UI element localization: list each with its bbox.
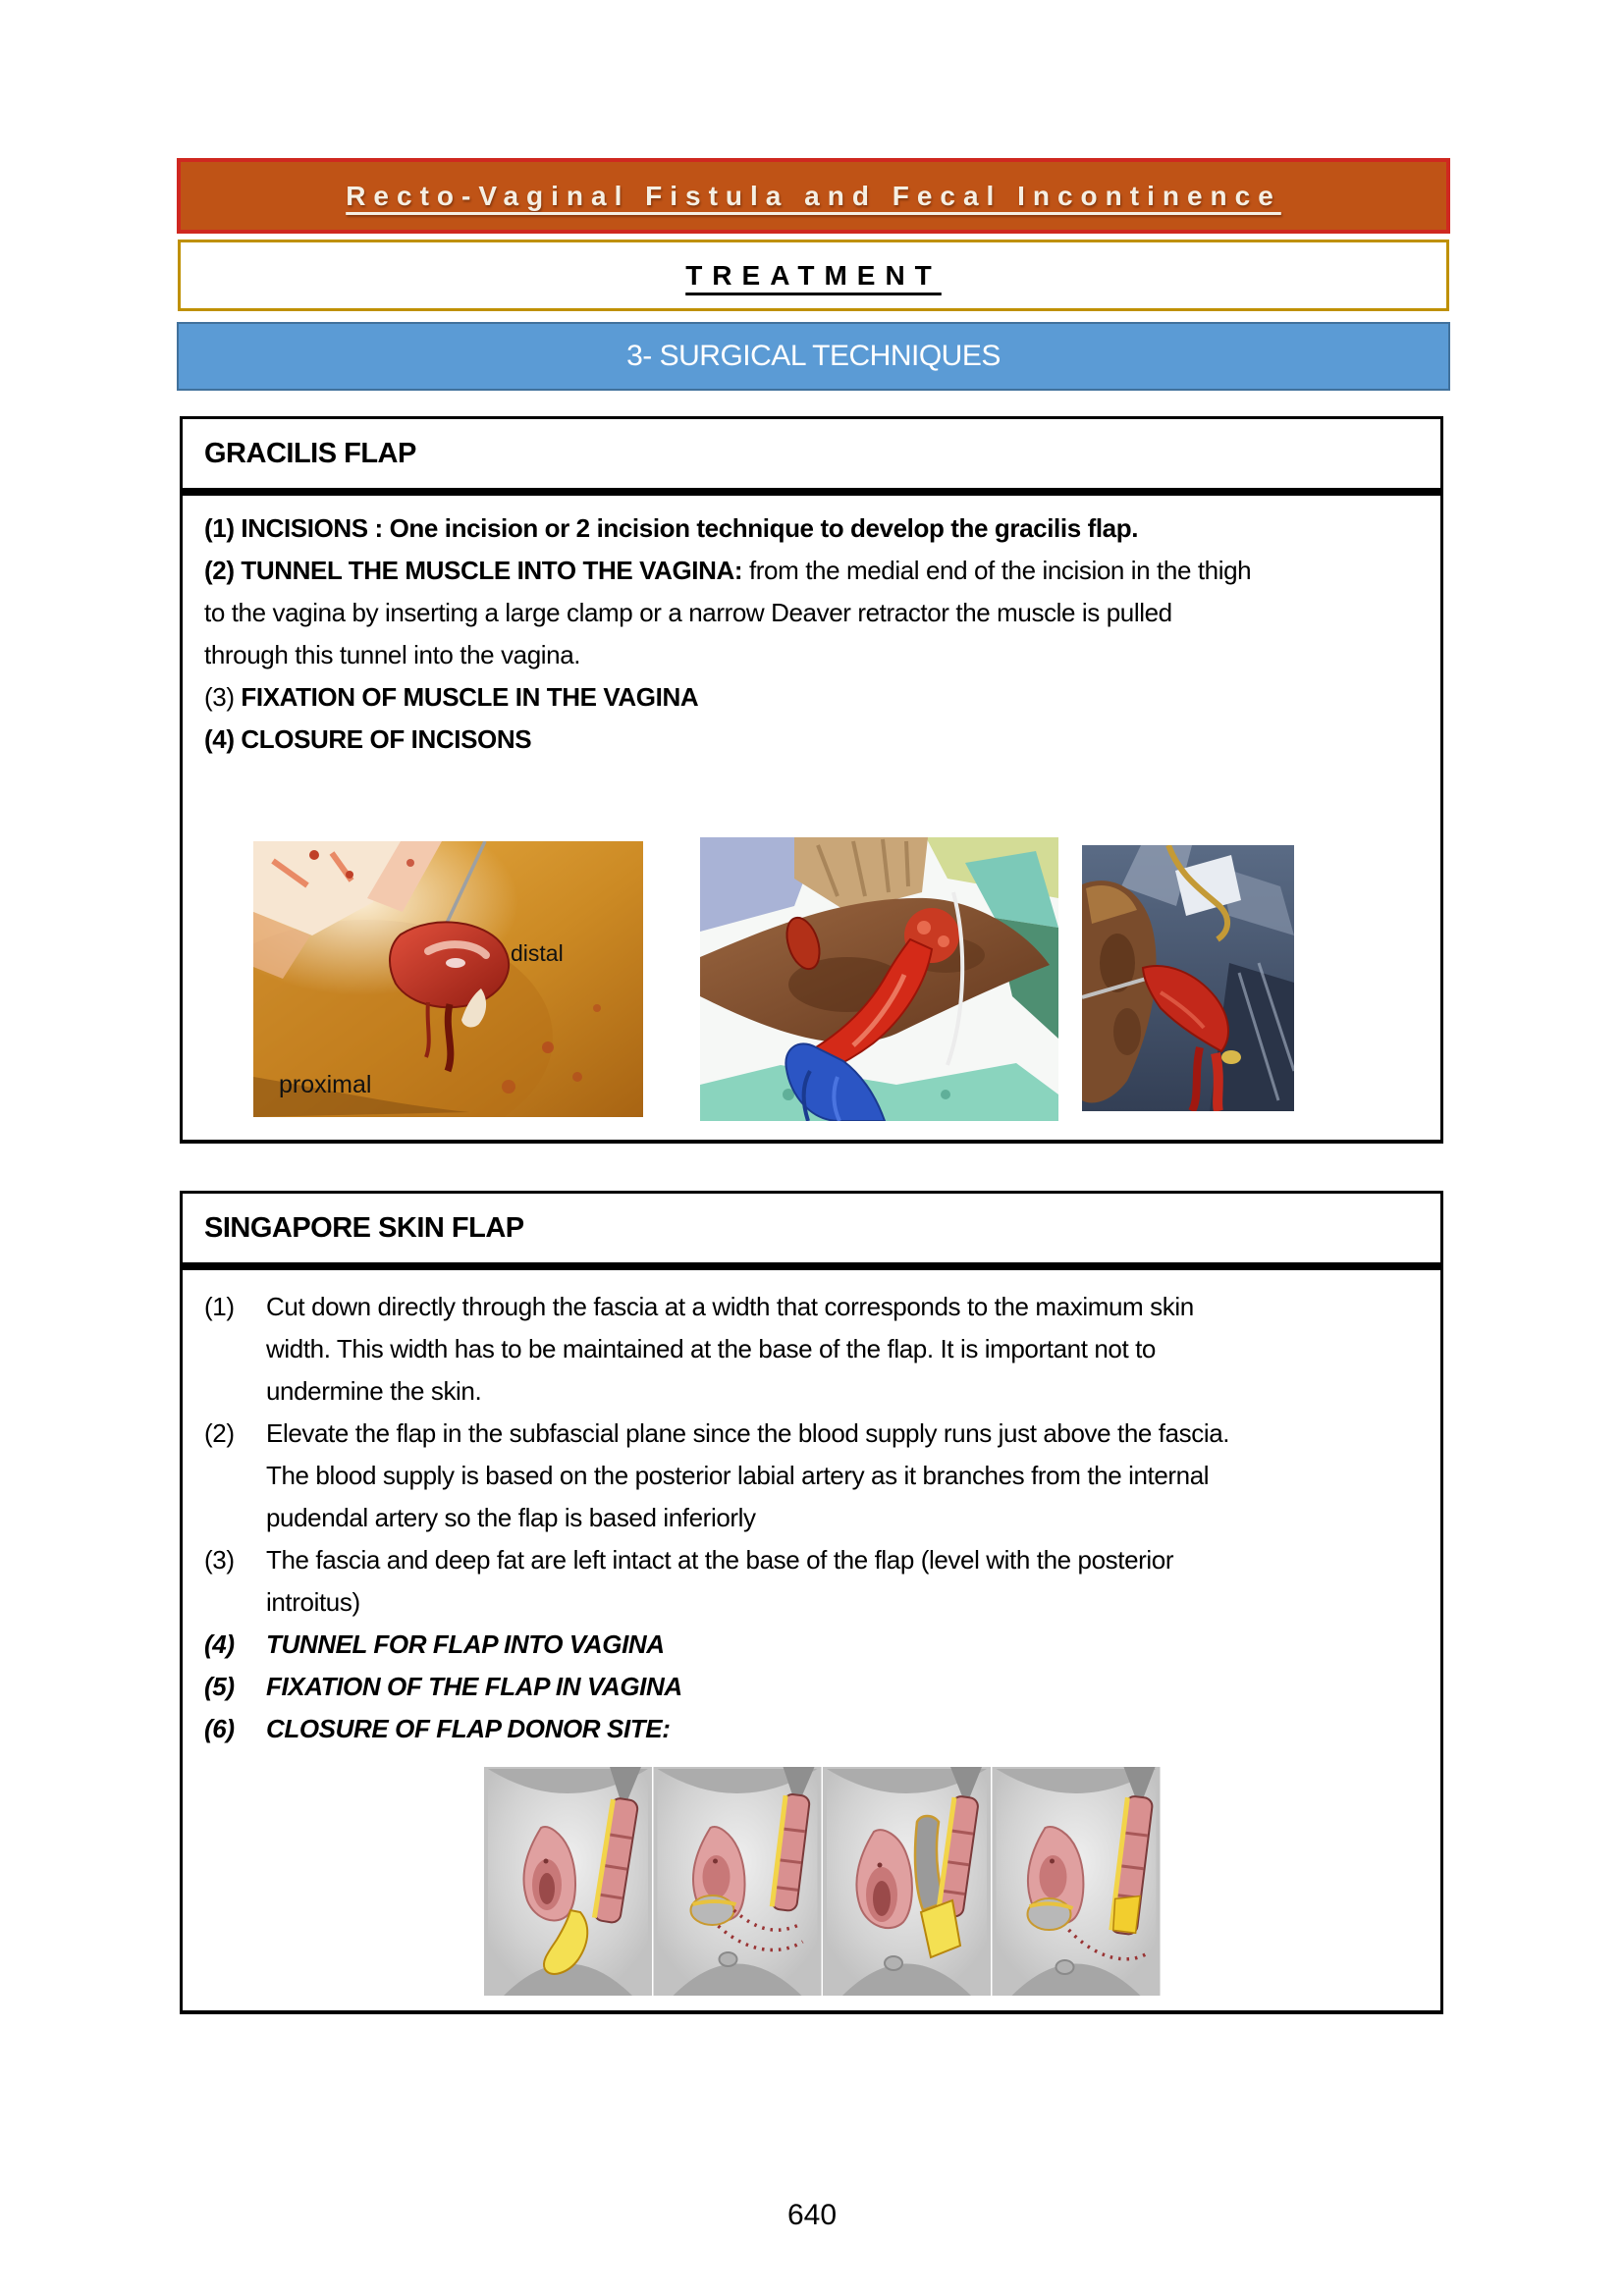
gracilis-text-line: to the vagina by inserting a large clamp or a narrow Deaver retractor the muscle is pulled bbox=[204, 598, 1172, 627]
singapore-flap-diagram bbox=[484, 1767, 1162, 1996]
list-item-text: width. This width has to be maintained at the base of the flap. It is important not to bbox=[266, 1334, 1156, 1363]
page-number: 640 bbox=[786, 2199, 838, 2231]
diagram-panel-1 bbox=[484, 1767, 652, 1996]
list-item-text: Elevate the flap in the subfascial plane since the blood supply runs just above the fascia. bbox=[266, 1418, 1230, 1448]
singapore-text-line bbox=[204, 1497, 1427, 1539]
list-item-text: CLOSURE OF FLAP DONOR SITE: bbox=[266, 1714, 671, 1743]
diagram-panel-3 bbox=[823, 1767, 991, 1996]
singapore-text-line bbox=[204, 1370, 1427, 1413]
list-item-number bbox=[204, 1455, 266, 1497]
singapore-skin-flap-heading-box bbox=[180, 1191, 1443, 1265]
list-item-number: (5) bbox=[204, 1672, 235, 1701]
list-item-number: (6) bbox=[204, 1714, 235, 1743]
list-item-text: undermine the skin. bbox=[266, 1376, 482, 1406]
gracilis-text-line: (4) CLOSURE OF INCISONS bbox=[204, 724, 532, 754]
gracilis-flap-heading-box bbox=[180, 416, 1443, 491]
chapter-title: Recto-Vaginal Fistula and Fecal Incontinence bbox=[346, 180, 1281, 211]
list-item-number bbox=[204, 1581, 266, 1624]
list-item-number bbox=[204, 1328, 266, 1370]
photo-label-proximal: proximal bbox=[279, 1071, 372, 1098]
list-item-text: pudendal artery so the flap is based inferiorly bbox=[266, 1503, 756, 1532]
surgery-photo-2-graphic bbox=[700, 837, 1058, 1121]
list-item-number bbox=[204, 1370, 266, 1413]
singapore-text-line bbox=[204, 1455, 1427, 1497]
section-title: 3- SURGICAL TECHNIQUES bbox=[626, 340, 1001, 372]
gracilis-text-line: (1) INCISIONS : One incision or 2 incision technique to develop the gracilis flap. bbox=[204, 513, 1139, 543]
section-banner bbox=[177, 322, 1450, 391]
list-item-number: (2) bbox=[204, 1418, 235, 1448]
gracilis-text-line: (2) TUNNEL THE MUSCLE INTO THE VAGINA: from the medial end of the incision in the thigh bbox=[204, 556, 1252, 585]
list-item-number: (3) bbox=[204, 1545, 235, 1575]
singapore-text-line bbox=[204, 1539, 1427, 1581]
singapore-text-line bbox=[204, 1413, 1427, 1455]
list-item-text: The blood supply is based on the posterior labial artery as it branches from the internal bbox=[266, 1461, 1210, 1490]
photo-label-distal: distal bbox=[511, 940, 564, 966]
treatment-banner bbox=[178, 240, 1449, 311]
singapore-skin-flap-body-box bbox=[180, 1265, 1443, 2014]
surgery-photo-1-graphic bbox=[253, 841, 643, 1117]
surgery-photo-3-graphic bbox=[1082, 845, 1294, 1111]
list-item-text: The fascia and deep fat are left intact at the base of the flap (level with the posterior bbox=[266, 1545, 1174, 1575]
singapore-step-list bbox=[204, 1286, 1427, 1750]
gracilis-photo-tunneling bbox=[1082, 845, 1294, 1111]
list-item-number: (1) bbox=[204, 1292, 235, 1321]
singapore-text-line bbox=[204, 1581, 1427, 1624]
singapore-text-line bbox=[204, 1624, 1427, 1666]
singapore-text-line bbox=[204, 1666, 1427, 1708]
list-item-text: TUNNEL FOR FLAP INTO VAGINA bbox=[266, 1629, 665, 1659]
diagram-panel-2 bbox=[654, 1767, 822, 1996]
treatment-title: TREATMENT bbox=[685, 259, 942, 291]
diagram-panel-4 bbox=[993, 1767, 1161, 1996]
singapore-text-line bbox=[204, 1286, 1427, 1328]
singapore-text-line bbox=[204, 1328, 1427, 1370]
gracilis-text-line: through this tunnel into the vagina. bbox=[204, 640, 581, 669]
gracilis-photo-flap-elevated bbox=[700, 837, 1058, 1121]
flap-diagram-graphic bbox=[484, 1767, 1162, 1996]
gracilis-flap-body-box bbox=[180, 491, 1443, 1144]
gracilis-photo-incision bbox=[253, 841, 643, 1117]
singapore-text-line bbox=[204, 1708, 1427, 1750]
gracilis-flap-heading: GRACILIS FLAP bbox=[204, 437, 416, 469]
list-item-text: Cut down directly through the fascia at a width that corresponds to the maximum skin bbox=[266, 1292, 1194, 1321]
gracilis-text-line: (3) FIXATION OF MUSCLE IN THE VAGINA bbox=[204, 682, 699, 712]
singapore-skin-flap-heading: SINGAPORE SKIN FLAP bbox=[204, 1211, 524, 1244]
gracilis-step-list bbox=[204, 507, 1427, 761]
list-item-number bbox=[204, 1497, 266, 1539]
chapter-title-banner bbox=[177, 158, 1450, 234]
list-item-text: introitus) bbox=[266, 1587, 360, 1617]
list-item-number: (4) bbox=[204, 1629, 235, 1659]
list-item-text: FIXATION OF THE FLAP IN VAGINA bbox=[266, 1672, 682, 1701]
